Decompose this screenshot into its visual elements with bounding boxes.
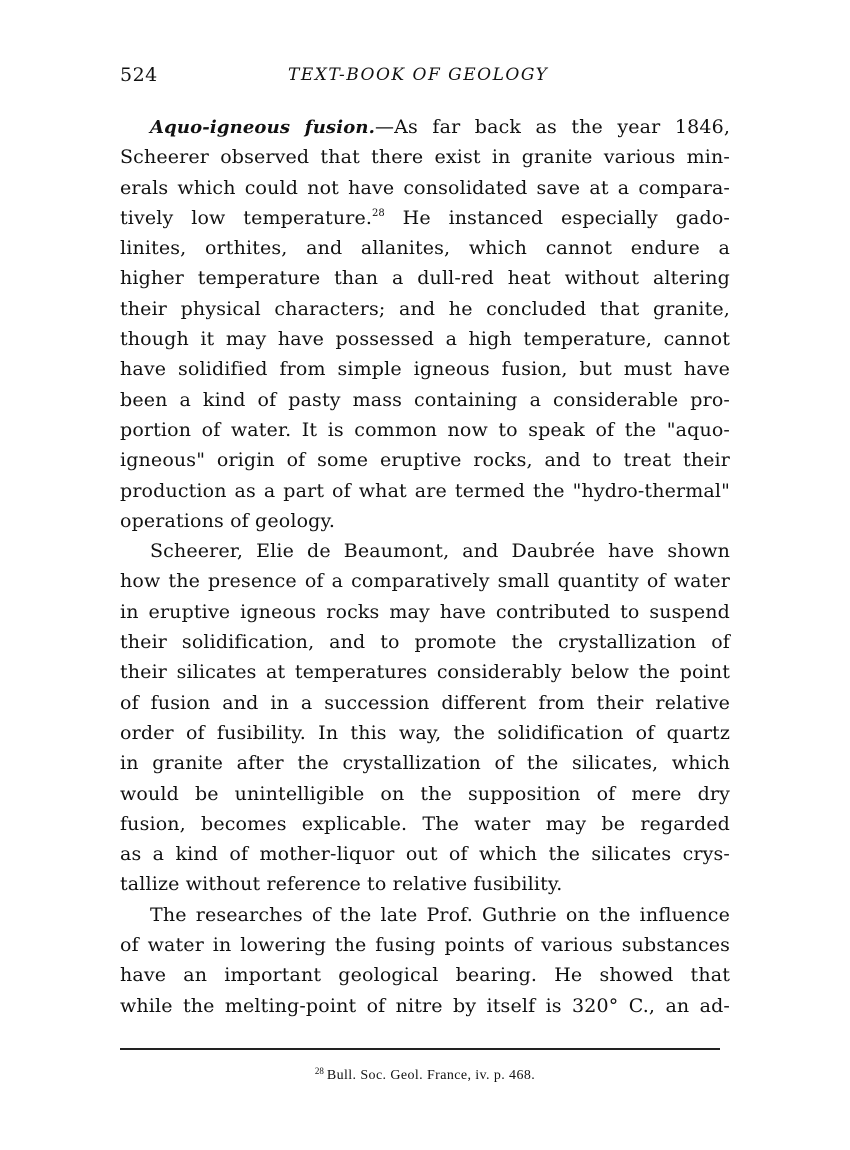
footnote-marker: 28	[314, 1066, 324, 1076]
text-line: igneous" origin of some eruptive rocks, and to treat their	[120, 449, 730, 472]
text-line: have solidified from simple igneous fusion, but must have	[120, 358, 730, 381]
body-text	[120, 112, 730, 1021]
text-line: linites, orthites, and allanites, which cannot endure a	[120, 237, 730, 260]
text-line: their silicates at temperatures considerably below the point	[120, 661, 730, 684]
text-line: in granite after the crystallization of the silicates, which	[120, 752, 730, 775]
text-line: order of fusibility. In this way, the solidification of quartz	[120, 721, 730, 744]
text-line-content: He instanced especially gado-	[402, 206, 730, 229]
page-header	[120, 64, 730, 90]
text-line: erals which could not have consolidated save at a compara-	[120, 176, 730, 199]
text-line: of fusion and in a succession different from their relative	[120, 691, 730, 714]
text-line-content: —As far back as the year 1846,	[375, 116, 731, 138]
text-line: how the presence of a comparatively small quantity of water	[120, 570, 730, 593]
text-line: would be unintelligible on the supposition of mere dry	[120, 782, 730, 805]
text-line: while the melting-point of nitre by itself is 320° C., an ad-	[120, 994, 730, 1017]
text-line: fusion, becomes explicable. The water may be regarded	[120, 812, 730, 835]
text-line: tallize without reference to relative fusibility.	[120, 873, 563, 896]
footnote	[120, 1068, 730, 1084]
text-line-content: tively low temperature.	[120, 206, 373, 229]
text-line	[120, 203, 730, 233]
text-line: though it may have possessed a high temperature, cannot	[120, 328, 730, 351]
text-line: The researches of the late Prof. Guthrie on the influence	[150, 903, 730, 926]
text-line: Scheerer observed that there exist in granite various min-	[120, 146, 730, 169]
text-line: their physical characters; and he concluded that granite,	[120, 297, 730, 320]
section-lead-in: Aquo-igneous fusion.	[150, 117, 376, 138]
text-line: operations of geology.	[120, 509, 336, 532]
page-number: 524	[120, 64, 158, 86]
text-line	[120, 112, 730, 142]
text-line: have an important geological bearing. He showed that	[120, 964, 730, 987]
text-line: Scheerer, Elie de Beaumont, and Daubrée have shown	[150, 540, 730, 563]
text-line: been a kind of pasty mass containing a considerable pro-	[120, 388, 730, 411]
text-line: higher temperature than a dull-red heat without altering	[120, 267, 730, 290]
text-line: portion of water. It is common now to speak of the "aquo-	[120, 418, 730, 441]
footnote-divider	[120, 1048, 720, 1050]
footnote-text: Bull. Soc. Geol. France, iv. p. 468.	[326, 1068, 536, 1083]
text-line: as a kind of mother-liquor out of which the silicates crys-	[120, 843, 730, 866]
text-line: their solidification, and to promote the crystallization of	[120, 631, 730, 654]
text-line: of water in lowering the fusing points of various substances	[120, 934, 730, 957]
running-title: TEXT-BOOK OF GEOLOGY	[288, 65, 549, 85]
text-line: production as a part of what are termed the "hydro-thermal"	[120, 479, 730, 502]
footnote-reference: 28	[372, 207, 385, 219]
text-line: in eruptive igneous rocks may have contributed to suspend	[120, 600, 730, 623]
